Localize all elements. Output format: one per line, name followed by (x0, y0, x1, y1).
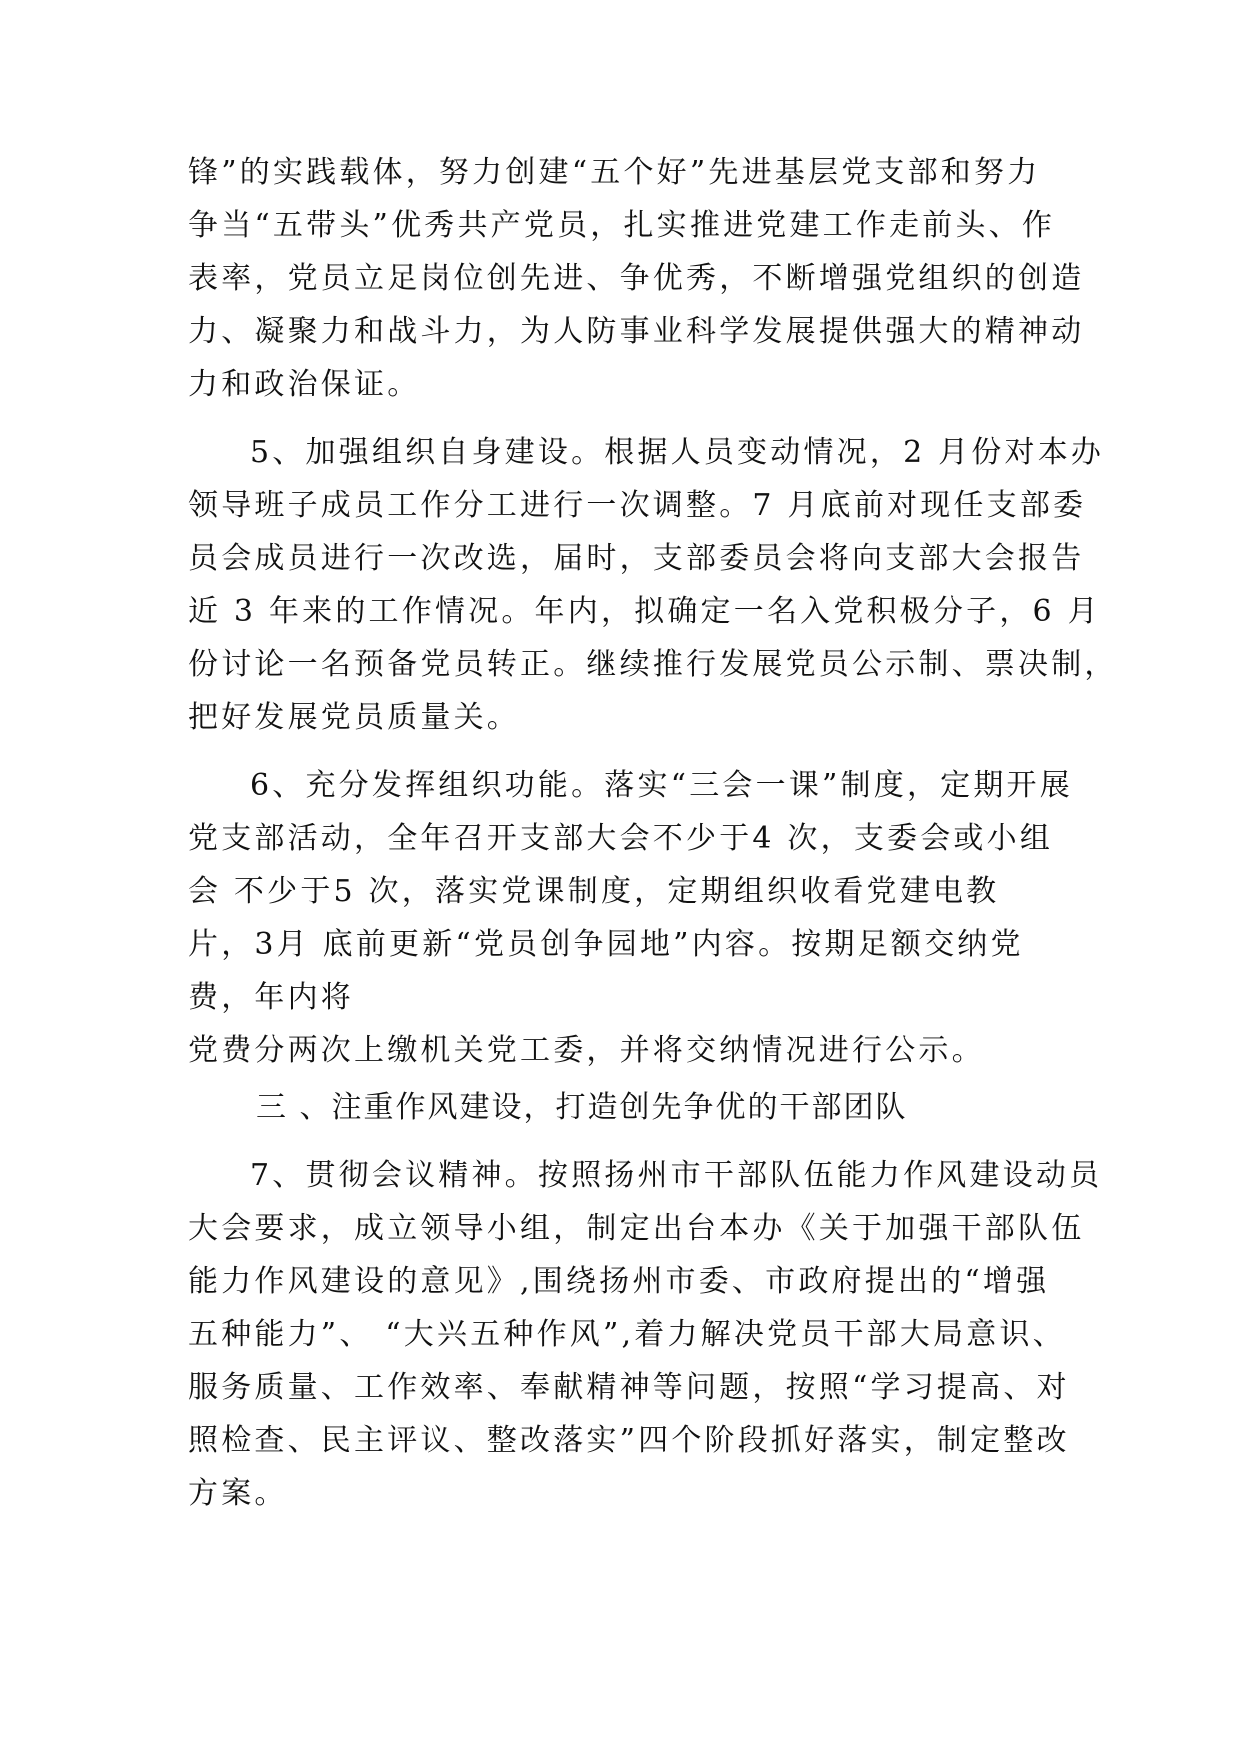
text-line: 党支部活动，全年召开支部大会不少于4 次，支委会或小组 (188, 821, 1054, 856)
text-line: 锋”的实践载体，努力创建“五个好”先进基层党支部和努力 (188, 155, 1041, 190)
section-heading: 三 、注重作风建设，打造创先争优的干部团队 (256, 1090, 908, 1125)
text-line: 力、凝聚力和战斗力，为人防事业科学发展提供强大的精神动 (188, 314, 1085, 349)
text-line: 五种能力”、 “大兴五种作风”,着力解决党员干部大局意识、 (188, 1317, 1066, 1352)
paragraph-item-7 (188, 1149, 1103, 1520)
paragraph-continuation (188, 146, 1085, 411)
text-line: 领导班子成员工作分工进行一次调整。7 月底前对现任支部委 (188, 488, 1087, 523)
text-line: 份讨论一名预备党员转正。继续推行发展党员公示制、票决制， (188, 647, 1118, 682)
text-line: 表率，党员立足岗位创先进、争优秀，不断增强党组织的创造 (188, 261, 1085, 296)
paragraph-item-6 (188, 759, 1073, 1077)
text-line: 能力作风建设的意见》,围绕扬州市委、市政府提出的“增强 (188, 1264, 1050, 1299)
text-line: 力和政治保证。 (188, 367, 421, 402)
text-line: 5、加强组织自身建设。根据人员变动情况，2 月份对本办 (250, 435, 1105, 470)
document-body (188, 146, 1118, 1520)
text-line: 片，3月 底前更新“党员创争园地”内容。按期足额交纳党 (188, 927, 1024, 962)
text-line: 党费分两次上缴机关党工委，并将交纳情况进行公示。 (188, 1033, 985, 1068)
text-line: 照检查、民主评议、整改落实”四个阶段抓好落实，制定整改 (188, 1423, 1070, 1458)
text-line: 方案。 (188, 1476, 288, 1511)
text-line: 争当“五带头”优秀共产党员，扎实推进党建工作走前头、作 (188, 208, 1056, 243)
section-heading-3 (188, 1081, 1068, 1134)
text-line: 近 3 年来的工作情况。年内，拟确定一名入党积极分子，6 月 (188, 594, 1101, 629)
text-line: 费，年内将 (188, 980, 354, 1015)
text-line: 6、充分发挥组织功能。落实“三会一课”制度，定期开展 (250, 768, 1073, 803)
paragraph-item-5 (188, 426, 1118, 744)
text-line: 会 不少于5 次，落实党课制度，定期组织收看党建电教 (188, 874, 1000, 909)
text-line: 员会成员进行一次改选，届时，支部委员会将向支部大会报告 (188, 541, 1085, 576)
text-line: 把好发展党员质量关。 (188, 700, 520, 735)
text-line: 7、贯彻会议精神。按照扬州市干部队伍能力作风建设动员 (250, 1158, 1103, 1193)
text-line: 服务质量、工作效率、奉献精神等问题，按照“学习提高、对 (188, 1370, 1070, 1405)
text-line: 大会要求，成立领导小组，制定出台本办《关于加强干部队伍 (188, 1211, 1085, 1246)
